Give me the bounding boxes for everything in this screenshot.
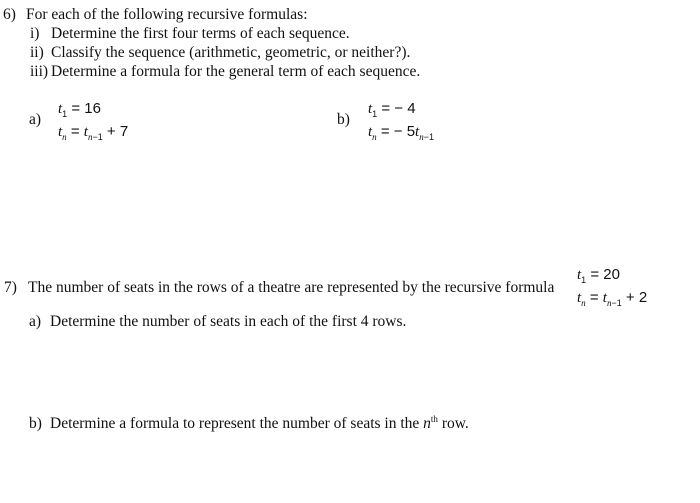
q7-b-text-before: Determine a formula to represent the number of seats in the bbox=[50, 415, 420, 432]
q6-b-line1-rhs: = − 4 bbox=[381, 100, 416, 117]
q6-part-i-label: i) bbox=[30, 25, 40, 42]
q7-b-label: b) bbox=[29, 415, 42, 432]
question-7-stem: The number of seats in the rows of a theatre are represented by the recursive formula bbox=[28, 279, 555, 296]
q6-part-ii-text: Classify the sequence (arithmetic, geometric, or neither?). bbox=[51, 44, 411, 61]
q7-b-sup: th bbox=[430, 413, 438, 424]
q7-formula-line2-rhs: + 2 bbox=[625, 289, 648, 306]
question-6-number: 6) bbox=[3, 6, 16, 23]
q7-b-var: n bbox=[423, 415, 431, 432]
q6-b-formula-line2: $t_n$ = − $5t_{n-1}$ bbox=[368, 123, 434, 142]
q6-b-line2-rhs: = − 5 bbox=[380, 123, 416, 140]
q6-a-line2-rhs: + 7 bbox=[106, 123, 129, 140]
question-6-stem: For each of the following recursive formulas: bbox=[26, 6, 308, 23]
q6-part-ii-label: ii) bbox=[30, 44, 44, 61]
question-7-number: 7) bbox=[4, 279, 17, 296]
q6-a-label: a) bbox=[29, 111, 42, 128]
q6-b-formula-line1: $t_1$ = − 4 bbox=[368, 100, 416, 119]
q6-a-formula-line1: $t_1 = 16$ bbox=[58, 100, 101, 119]
q6-b-label: b) bbox=[337, 111, 350, 128]
q7-b-text-after: row. bbox=[441, 415, 469, 432]
q6-part-iii-text: Determine a formula for the general term of each sequence. bbox=[51, 63, 421, 80]
q7-b-text bbox=[50, 415, 469, 433]
q7-a-text: Determine the number of seats in each of the first 4 rows. bbox=[50, 313, 407, 330]
q6-a-formula-line2: $t_n = t_{n-1} + 7$ bbox=[58, 123, 129, 142]
q7-a-label: a) bbox=[29, 313, 42, 330]
q6-part-iii-label: iii) bbox=[30, 63, 49, 80]
q6-a-line1-rhs: = 16 bbox=[71, 100, 101, 117]
q7-formula-line1-rhs: = 20 bbox=[590, 266, 620, 283]
q7-formula-line1: $t_1 = 20$ bbox=[577, 266, 620, 285]
q6-part-i-text: Determine the first four terms of each sequence. bbox=[51, 25, 350, 42]
q7-formula-line2: $t_n = t_{n-1} + 2$ bbox=[577, 289, 648, 308]
